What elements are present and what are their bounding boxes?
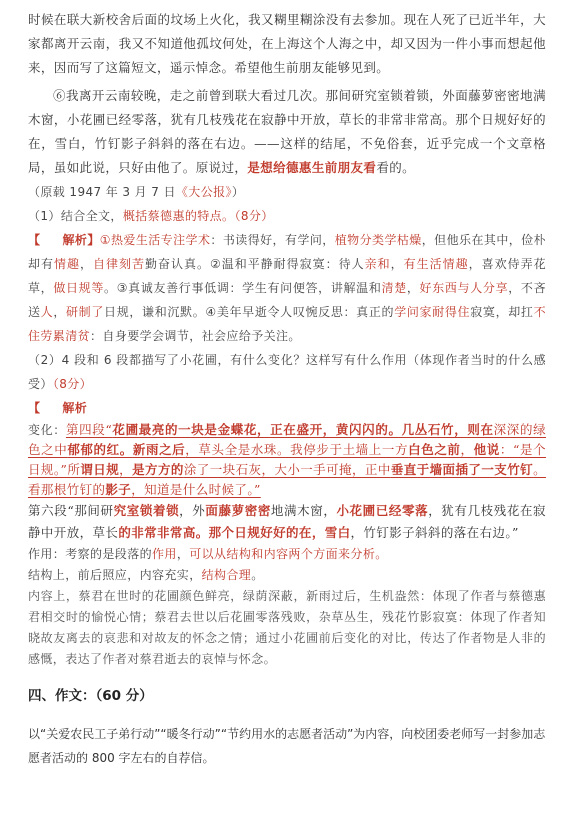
q1-text: 勤奋认真。②温和平静耐得寂寞：待人 xyxy=(144,257,365,271)
effect-highlight: 作用 xyxy=(152,547,177,561)
d4-text: 垂直于墙面插了一支竹钉 xyxy=(390,462,534,477)
structure-end: 。 xyxy=(251,568,264,582)
d6-text: 究室锁着锁 xyxy=(113,503,180,518)
d4-text: ， xyxy=(460,442,474,457)
q1-text: ， xyxy=(53,305,67,319)
q1-text: 。③真诚友善行事低调：学生有问便答，讲解温和 xyxy=(104,281,382,295)
q1-point: 人 xyxy=(40,305,54,319)
p6-highlight: 是想给德惠生前朋友看 xyxy=(247,160,377,175)
q1-text: ：自身要学会调节，社会应给予关注。 xyxy=(90,329,301,343)
q1-point: 不住劳累清贫 xyxy=(28,305,546,343)
d6-text: ，竹钉影子斜斜的落在右边。” xyxy=(350,525,519,540)
q1-text: ：书读得好，有学问， xyxy=(210,233,335,247)
q1-point: 有生活情趣 xyxy=(403,257,469,271)
d6-text: ，犹有几枝残花在寂静中开放，草长 xyxy=(28,503,546,540)
content-text: 内容上，蔡君在世时的花圃颜色鲜亮，绿荫深蔽，新雨过后，生机盎然：体现了作者与蔡德惠君相交时的愉悦心情；蔡君去世以后花圃零落残败，杂草丛生，残花竹影寂寞：体现了作者知晓故友离去的哀悲和对故友的怀念之情；通过小花圃前后变化的对比，传达了作者物是人非的感慨，表达了作者对蔡君逝去的哀悼与怀念。 xyxy=(28,589,546,666)
d4-text: 是方方的 xyxy=(132,462,184,477)
source-text: （原载 1947 年 3 月 7 日 xyxy=(28,185,176,199)
q1-text: 日规，谦和沉默。④美年早逝令人叹惋反思：真正的 xyxy=(104,305,395,319)
q2-stem-points: （8分） xyxy=(52,377,93,391)
d6-text: 小花圃已经零落 xyxy=(336,503,429,518)
d4-text: 花圃最亮的一块是金蝶花，正在盛开，黄闪闪的。几丛石竹，则在 xyxy=(112,422,494,437)
d4-text: 谓日规 xyxy=(80,462,120,477)
q1-tag-label: 解析】 xyxy=(62,233,100,247)
source-close: ） xyxy=(231,185,245,199)
d6-text: 地满木窗， xyxy=(270,503,337,518)
essay-prompt: 以“关爱农民工子弟行动”“暖冬行动”“节约用水的志愿者活动”为内容，向校团委老师写一封参加志愿者活动的 800 字左右的自荐信。 xyxy=(28,727,546,765)
d4-text: 。看那根竹钉的 xyxy=(28,462,547,497)
d4-text: 他说 xyxy=(473,442,500,457)
effect-label: 作用：考察的是段落的 xyxy=(28,547,153,561)
source-newspaper: 《大公报》 xyxy=(175,185,232,199)
d4-text: 深深的绿色之中 xyxy=(28,422,546,457)
passage-text: 时候在联大新校舍后面的坟场上火化，我又糊里糊涂没有去参加。现在人死了已近半年，大家都离开云南，我又不知道他孤坟何处，在上海这个人海之中，却又因为一件小事而想起他来，因而写了这篇短文，遥示悼念。希望他生前朋友能够见到。 xyxy=(28,12,546,75)
q1-point: 学问家耐得住 xyxy=(394,305,471,319)
question-2-stem xyxy=(28,348,546,396)
q1-point: 做日规等 xyxy=(53,281,105,295)
q1-text: ， xyxy=(406,281,420,295)
q1-tag-open: 【 xyxy=(28,233,41,247)
q2-stem-text: （2）4 段和 6 段都描写了小花圃，有什么变化？这样写有什么作用（体现作者当时的什么感受） xyxy=(28,353,546,391)
section-4-title: 四、作文：（60 分） xyxy=(28,688,153,704)
q1-point: 植物分类学枯燥 xyxy=(334,233,422,247)
q1-point: 研制了 xyxy=(66,305,105,319)
q1-point: 自律刻苦 xyxy=(93,257,145,271)
q1-stem-points: 概括蔡德惠的特点。（8分） xyxy=(122,209,274,223)
question-1-stem xyxy=(28,204,546,228)
structure-highlight: 结构合理 xyxy=(201,568,252,582)
d4-text: 郁郁的红。 xyxy=(67,442,133,457)
effect-highlight: 可以从结构和内容两个方面来分析。 xyxy=(189,547,388,561)
q1-text: ，喜欢侍弄花草， xyxy=(28,257,546,295)
d6-text: ，外 xyxy=(179,503,206,518)
d4-text: 涂了一块石灰，大小一手可掩，正中 xyxy=(183,462,391,477)
q1-point: 情趣 xyxy=(54,257,80,271)
d6-text: 第六段“那间研 xyxy=(28,503,114,518)
d4-text: 影子 xyxy=(105,482,132,497)
q1-stem-text: （1）结合全文， xyxy=(28,209,123,223)
d4-text: 第四段“ xyxy=(65,422,113,437)
d4-text: 新雨之后 xyxy=(132,442,186,457)
question-1-answer xyxy=(28,228,546,348)
change-label: 变化： xyxy=(28,423,66,437)
p6-text-end: 看的。 xyxy=(376,160,416,175)
passage-paragraph-end xyxy=(28,8,546,80)
structure-label: 结构上，前后照应，内容充实， xyxy=(28,568,202,582)
q1-text: ，但他乐在其中，俭朴却有 xyxy=(28,233,547,271)
q1-point: 好东西与人分享 xyxy=(419,281,509,295)
q2-structure xyxy=(28,565,546,586)
q1-point: 清楚 xyxy=(381,281,407,295)
q2-change-paragraph-4 xyxy=(28,420,546,500)
d6-text: 面藤萝密密 xyxy=(205,503,271,518)
d6-text: 的非常非常高。那个日规好好的在，雪白 xyxy=(118,525,351,540)
d4-text: ，草头全是水珠。我停步于土墙上一方 xyxy=(185,442,409,457)
q2-effect xyxy=(28,544,546,565)
q2-tag-label: 解析 xyxy=(62,401,88,415)
q1-text: 寂寞，却扛 xyxy=(470,305,534,319)
d4-text: 白色之前 xyxy=(408,442,461,457)
d4-text: ，知道是什么时候了。” xyxy=(131,482,261,497)
effect-text: ， xyxy=(176,547,190,561)
d4-text: ：“是个日规。”所 xyxy=(28,442,546,477)
q1-point: ①热爱生活专注学术 xyxy=(99,233,211,247)
d4-text: ， xyxy=(119,462,133,477)
q2-content xyxy=(28,586,546,670)
question-2-tag xyxy=(28,396,546,420)
p6-text: ⑥我离开云南较晚，走之前曾到联大看过几次。那间研究室锁着锁，外面藤萝密密地满木窗，小花圃已经零落，犹有几枝残花在寂静中开放，草长的非常非常高。那个日规好好的在，雪白，竹钉影子斜斜的落在右边。——这样的结尾，不免俗套，近乎完成一个文章格局，虽如此说，只好由他了。原说过， xyxy=(28,88,546,175)
q2-change-paragraph-6 xyxy=(28,500,546,544)
q1-text: ，不吝送 xyxy=(28,281,546,319)
q1-text: ， xyxy=(80,257,93,271)
source-line xyxy=(28,180,546,204)
passage-paragraph-6 xyxy=(28,84,546,180)
q1-text: ， xyxy=(390,257,404,271)
q2-tag-open: 【 xyxy=(28,401,41,415)
q1-point: 亲和 xyxy=(364,257,391,271)
